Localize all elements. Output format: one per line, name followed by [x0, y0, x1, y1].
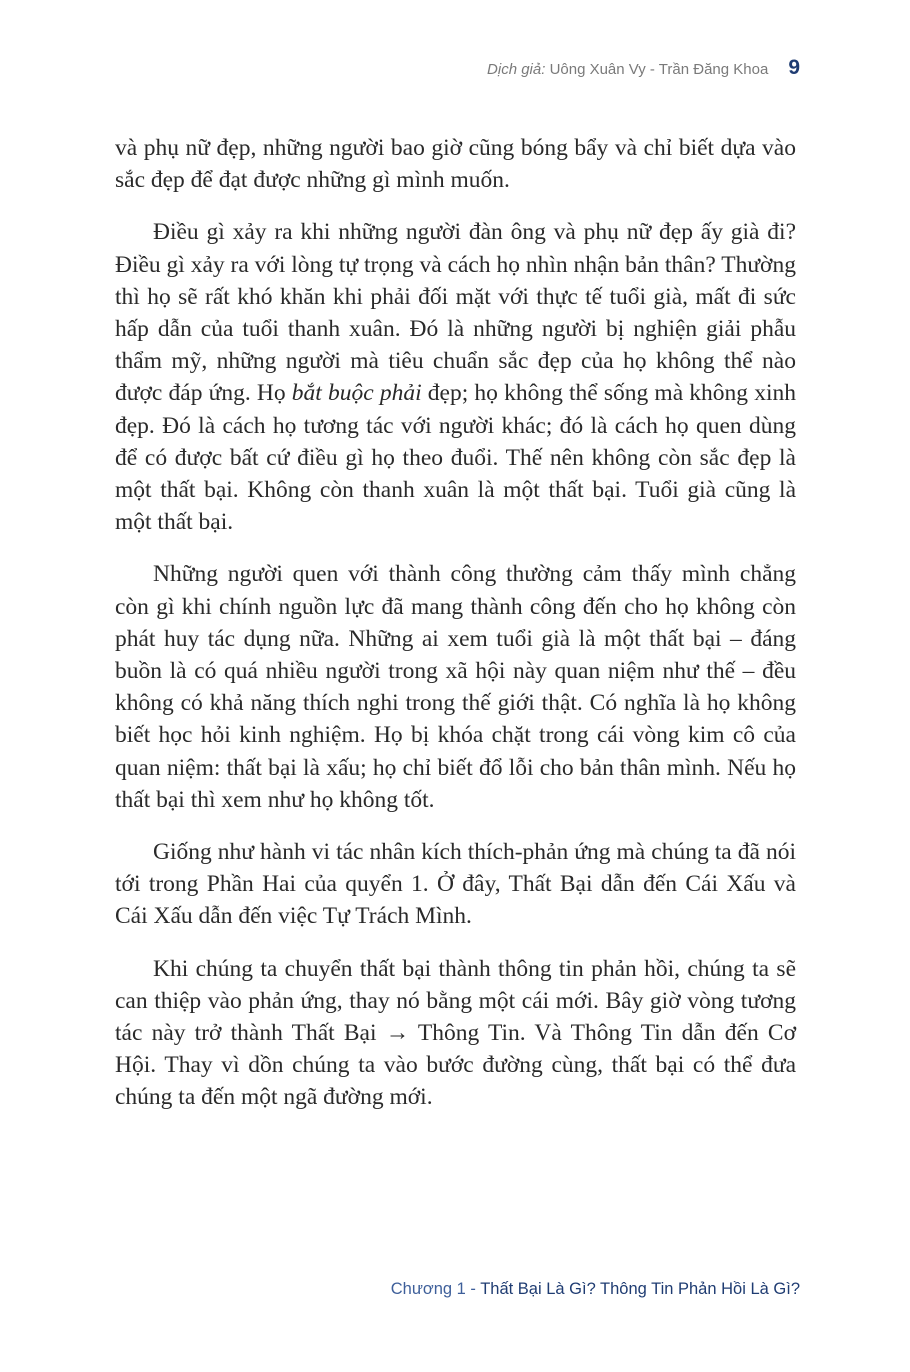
- paragraph-text: Khi chúng ta chuyển thất bại thành thông tin phản hồi, chúng ta sẽ can thiệp vào phản ứng, thay nó bằng một cái mới. Bây giờ vòng tương tác này trở thành Thất Bại → Thông Tin. Và Thông Tin dẫn đến Cơ Hội. Thay vì dồn chúng ta vào bước đường cùng, thất bại có thể đưa chúng ta đến một ngã đường mới.: [115, 955, 796, 1111]
- paragraph-2: [115, 216, 796, 538]
- translator-label: Dịch giả:: [487, 61, 546, 78]
- paragraph-4: [115, 836, 796, 933]
- chapter-label: Chương 1 -: [390, 1280, 476, 1298]
- running-footer: [391, 1280, 800, 1299]
- emphasis-text: bắt buộc phải: [291, 380, 422, 407]
- paragraph-3: [115, 558, 796, 816]
- paragraph-1: [115, 132, 796, 196]
- page-number: 9: [788, 56, 800, 79]
- paragraph-text: Những người quen với thành công thường cảm thấy mình chẳng còn gì khi chính nguồn lực đã mang thành công đến cho họ không còn phát huy tác dụng nữa. Những ai xem tuổi già là một thất bại – đáng buồn là có quá nhiều người trong xã hội này quan niệm như thế – đều không có khả năng thích nghi trong thế giới thật. Có nghĩa là họ không biết học hỏi kinh nghiệm. Họ bị khóa chặt trong cái vòng kim cô của quan niệm: thất bại là xấu; họ chỉ biết đổ lỗi cho bản thân mình. Nếu họ thất bại thì xem như họ không tốt.: [115, 561, 796, 813]
- translator-credit: [487, 61, 768, 78]
- body-text: [115, 132, 796, 1134]
- translator-names: Uông Xuân Vy - Trần Đăng Khoa: [549, 61, 769, 78]
- paragraph-5: [115, 953, 796, 1114]
- running-header: [487, 56, 800, 80]
- paragraph-text: và phụ nữ đẹp, những người bao giờ cũng bóng bẩy và chỉ biết dựa vào sắc đẹp để đạt được những gì mình muốn.: [115, 135, 796, 194]
- paragraph-text: Điều gì xảy ra khi những người đàn ông và phụ nữ đẹp ấy già đi? Điều gì xảy ra với lòng tự trọng và cách họ nhìn nhận bản thân? Thường thì họ sẽ rất khó khăn khi phải đối mặt với thực tế tuổi già, mất đi sức hấp dẫn của tuổi thanh xuân. Đó là những người bị nghiện giải phẫu thẩm mỹ, những người mà tiêu chuẩn sắc đẹp của họ không thể nào được đáp ứng. Họ: [115, 219, 796, 407]
- chapter-title: Thất Bại Là Gì? Thông Tin Phản Hồi Là Gì?: [480, 1280, 800, 1298]
- paragraph-text: Giống như hành vi tác nhân kích thích-phản ứng mà chúng ta đã nói tới trong Phần Hai của quyển 1. Ở đây, Thất Bại dẫn đến Cái Xấu và Cái Xấu dẫn đến việc Tự Trách Mình.: [115, 839, 796, 930]
- paragraph-text: đẹp; họ không thể sống mà không xinh đẹp. Đó là cách họ tương tác với người khác; đó là cách họ quen dùng để có được bất cứ điều gì họ theo đuổi. Thế nên không còn sắc đẹp là một thất bại. Không còn thanh xuân là một thất bại. Tuổi già cũng là một thất bại.: [115, 380, 796, 536]
